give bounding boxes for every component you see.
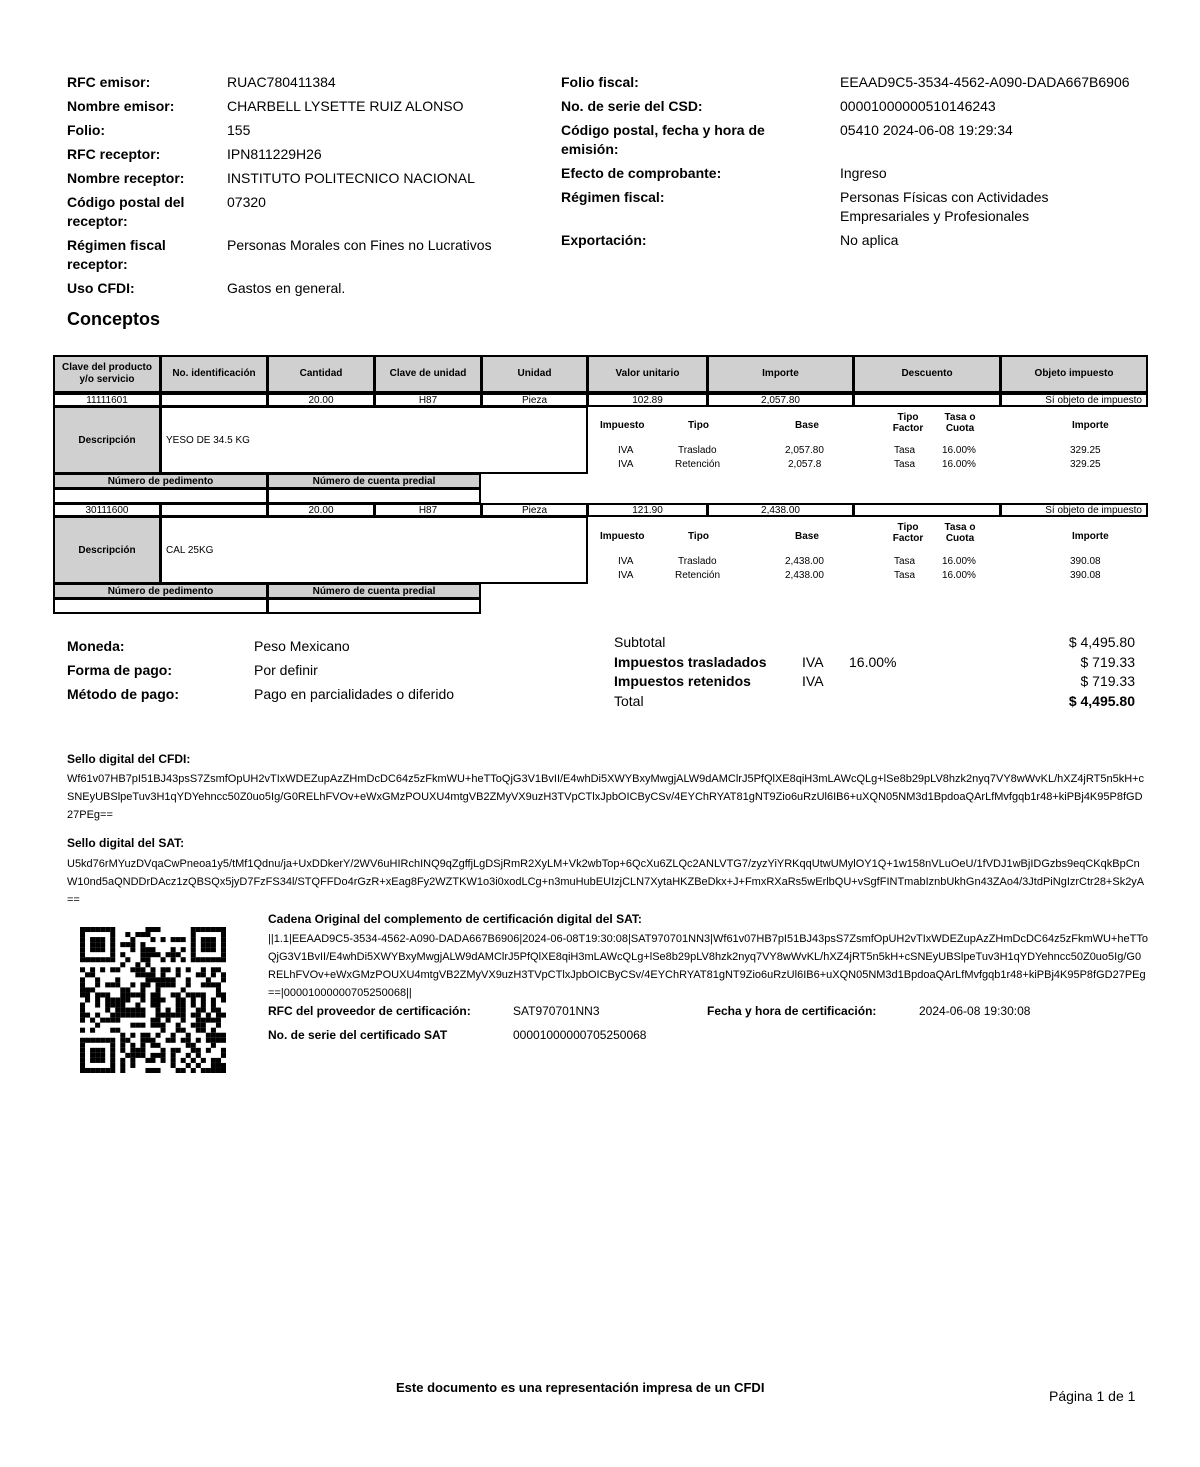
footer-note: Este documento es una representación impresa de un CFDI — [396, 1380, 765, 1395]
tax-tipo: Retención — [675, 570, 721, 581]
sello-cfdi-value: Wf61v07HB7pI51BJ43psS7ZsmfOpUH2vTIxWDEZupAzZHmDcDC64z5zFkmWU+heTToQjG3V1BvII/E4whDi5XWYBxyMwgjALW9dAMClrJ5PfQlXE8qiH3mLAWcQLg+lSe8b29pLV8hzk2nyq7VY8wWvKL/hXZ4jRT5n5kH+cSNEyUBSlpeTuv3H1qYDYehncc50Z0uo5Ig/G0RELhFVOv+eWxGMzPOUXU4mtgVB2ZMyVX9uzH3TVpCTlxJpbOICByCSv/4EYChRYAT81gNT9Zio6uRzUl6IB6+uXQN05NM3d1BpdoaQArLfMvfgqb1r48+kiPBj4K95P8fGD27PEg== — [67, 773, 1145, 821]
tax-h-tasa: Tasa o Cuota — [944, 412, 976, 434]
item-clave-unidad: H87 — [374, 393, 482, 407]
page-number: Página 1 de 1 — [1049, 1388, 1136, 1404]
trasladados-label: Impuestos trasladados — [614, 654, 767, 670]
tax-base: 2,057.8 — [788, 459, 822, 470]
th-importe: Importe — [707, 355, 854, 393]
tax-h-tipo: Tipo — [688, 420, 709, 431]
rfc-proveedor-label: RFC del proveedor de certificación: — [268, 1004, 471, 1018]
item-importe: 2,057.80 — [707, 393, 854, 407]
emision-value: 05410 2024-06-08 19:29:34 — [840, 122, 1013, 138]
serie-sat-label: No. de serie del certificado SAT — [268, 1028, 448, 1042]
folio-value: 155 — [227, 122, 251, 138]
subtotal-label: Subtotal — [614, 634, 666, 650]
cp-receptor-value: 07320 — [227, 194, 266, 210]
trasladados-value: $ 719.33 — [1080, 654, 1135, 670]
tax-h-base: Base — [795, 420, 819, 431]
forma-pago-label: Forma de pago: — [67, 662, 173, 678]
total-label: Total — [614, 693, 644, 709]
tax-factor: Tasa — [894, 445, 916, 456]
folio-label: Folio: — [67, 122, 106, 138]
sello-cfdi-title: Sello digital del CFDI: — [67, 752, 191, 766]
conceptos-title: Conceptos — [67, 309, 161, 329]
nombre-emisor-value: CHARBELL LYSETTE RUIZ ALONSO — [227, 98, 464, 114]
forma-pago-value: Por definir — [254, 662, 318, 678]
nombre-receptor-label: Nombre receptor: — [67, 170, 185, 186]
total-value: $ 4,495.80 — [1068, 693, 1135, 709]
metodo-pago-value: Pago en parcialidades o diferido — [254, 686, 455, 702]
tax-h-tipo: Tipo — [688, 531, 709, 542]
regimen-receptor-value: Personas Morales con Fines no Lucrativos — [227, 237, 492, 253]
folio-fiscal-value: EEAAD9C5-3534-4562-A090-DADA667B6906 — [840, 74, 1130, 90]
item-cantidad: 20.00 — [267, 503, 375, 517]
nombre-receptor-value: INSTITUTO POLITECNICO NACIONAL — [227, 170, 475, 186]
cuenta-predial-label: Número de cuenta predial — [267, 583, 481, 599]
pedimento-label: Número de pedimento — [53, 583, 268, 599]
tax-tasa: 16.00% — [942, 445, 976, 456]
th-objeto-impuesto: Objeto impuesto — [1000, 355, 1148, 393]
th-unidad: Unidad — [481, 355, 588, 393]
rfc-emisor-value: RUAC780411384 — [227, 74, 336, 90]
th-clave: Clave del producto y/o servicio — [53, 355, 161, 393]
descripcion-label: Descripción — [53, 516, 161, 584]
efecto-label: Efecto de comprobante: — [561, 165, 722, 181]
fecha-certificacion-value: 2024-06-08 19:30:08 — [919, 1004, 1031, 1018]
pedimento-value — [53, 488, 268, 504]
exportacion-value: No aplica — [840, 232, 899, 248]
item-importe: 2,438.00 — [707, 503, 854, 517]
descripcion-value: CAL 25KG — [160, 516, 588, 584]
cuenta-predial-value — [267, 488, 481, 504]
tax-h-impuesto: Impuesto — [600, 531, 645, 542]
tax-h-factor: Tipo Factor — [892, 412, 924, 434]
tax-h-impuesto: Impuesto — [600, 420, 645, 431]
item-descuento — [853, 503, 1001, 517]
folio-fiscal-label: Folio fiscal: — [561, 74, 639, 90]
item-objeto: Sí objeto de impuesto — [1000, 503, 1148, 517]
subtotal-value: $ 4,495.80 — [1068, 634, 1135, 650]
item-cantidad: 20.00 — [267, 393, 375, 407]
uso-cfdi-value: Gastos en general. — [227, 280, 346, 296]
sello-sat-value: U5kd76rMYuzDVqaCwPneoa1y5/tMf1Qdnu/ja+UxDDkerY/2WV6uHIRchINQ9qZgffjLgDSjRmR2XyLM+Vk2wbTop+6QcXu6ZLQc2ANLVTG7/zyzYiYRKqqUtwUMylOY1Q+1w158nVLuOeU/1fVDJ1wBjIDGzbs9eqCKqkBpCnW10nd5aQNDDrDAcz1zQBSQx5jyD7FzFS34l/STQFFDo4rGzR+xEag8Fy2WZTKW1o3i0xodLCg+n3muHubEUIzjCLN7XytaHKZBeDkx+J+FmxRXaRs5wErlbQU+vSgfFINTmabIznbUkhGn43ZAo4/3JtdPiNgIzrCtr28+Sk2yA== — [67, 858, 1145, 906]
item-descuento — [853, 393, 1001, 407]
tax-h-importe: Importe — [1072, 531, 1109, 542]
serie-csd-value: 00001000000510146243 — [840, 98, 996, 114]
item-clave: 11111601 — [53, 393, 161, 407]
cuenta-predial-value — [267, 598, 481, 614]
cp-receptor-label: Código postal del receptor: — [67, 194, 185, 229]
trasladados-rate: 16.00% — [849, 654, 897, 670]
item-no-id — [160, 393, 268, 407]
regimen-fiscal-label: Régimen fiscal: — [561, 189, 665, 205]
tax-tipo: Traslado — [678, 556, 717, 567]
th-valor-unitario: Valor unitario — [587, 355, 708, 393]
tax-impuesto: IVA — [618, 570, 634, 581]
tax-tipo: Retención — [675, 459, 721, 470]
tax-impuesto: IVA — [618, 459, 634, 470]
trasladados-tax: IVA — [802, 654, 824, 670]
nombre-emisor-label: Nombre emisor: — [67, 98, 175, 114]
rfc-emisor-label: RFC emisor: — [67, 74, 151, 90]
serie-csd-label: No. de serie del CSD: — [561, 98, 703, 114]
emision-label: Código postal, fecha y hora de emisión: — [561, 122, 765, 157]
rfc-receptor-value: IPN811229H26 — [227, 146, 322, 162]
item-no-id — [160, 503, 268, 517]
tax-base: 2,057.80 — [785, 445, 824, 456]
rfc-proveedor-value: SAT970701NN3 — [513, 1004, 600, 1018]
serie-sat-value: 00001000000705250068 — [513, 1028, 647, 1042]
tax-tasa: 16.00% — [942, 459, 976, 470]
th-clave-unidad: Clave de unidad — [374, 355, 482, 393]
tax-h-tasa: Tasa o Cuota — [944, 522, 976, 544]
item-valor-unitario: 102.89 — [587, 393, 708, 407]
tax-h-base: Base — [795, 531, 819, 542]
rfc-receptor-label: RFC receptor: — [67, 146, 161, 162]
tax-importe: 329.25 — [1070, 445, 1101, 456]
tax-factor: Tasa — [894, 459, 916, 470]
tax-impuesto: IVA — [618, 445, 634, 456]
tax-importe: 329.25 — [1070, 459, 1101, 470]
tax-h-factor: Tipo Factor — [892, 522, 924, 544]
regimen-fiscal-value: Personas Físicas con Actividades Empresariales y Profesionales — [840, 189, 1049, 224]
metodo-pago-label: Método de pago: — [67, 686, 179, 702]
item-clave: 30111600 — [53, 503, 161, 517]
pedimento-value — [53, 598, 268, 614]
descripcion-label: Descripción — [53, 406, 161, 474]
th-cantidad: Cantidad — [267, 355, 375, 393]
tax-base: 2,438.00 — [785, 556, 824, 567]
cadena-title: Cadena Original del complemento de certificación digital del SAT: — [268, 912, 642, 926]
cuenta-predial-label: Número de cuenta predial — [267, 473, 481, 489]
exportacion-label: Exportación: — [561, 232, 647, 248]
descripcion-value: YESO DE 34.5 KG — [160, 406, 588, 474]
tax-h-importe: Importe — [1072, 420, 1109, 431]
moneda-label: Moneda: — [67, 638, 125, 654]
tax-importe: 390.08 — [1070, 556, 1101, 567]
tax-tasa: 16.00% — [942, 570, 976, 581]
tax-base: 2,438.00 — [785, 570, 824, 581]
qr-code — [80, 927, 226, 1073]
retenidos-tax: IVA — [802, 673, 824, 689]
item-clave-unidad: H87 — [374, 503, 482, 517]
tax-factor: Tasa — [894, 570, 916, 581]
fecha-certificacion-label: Fecha y hora de certificación: — [707, 1004, 877, 1018]
sello-sat-title: Sello digital del SAT: — [67, 836, 185, 850]
th-descuento: Descuento — [853, 355, 1001, 393]
pedimento-label: Número de pedimento — [53, 473, 268, 489]
item-unidad: Pieza — [481, 503, 588, 517]
tax-importe: 390.08 — [1070, 570, 1101, 581]
uso-cfdi-label: Uso CFDI: — [67, 280, 135, 296]
retenidos-label: Impuestos retenidos — [614, 673, 751, 689]
item-unidad: Pieza — [481, 393, 588, 407]
efecto-value: Ingreso — [840, 165, 887, 181]
regimen-receptor-label: Régimen fiscal receptor: — [67, 237, 166, 272]
retenidos-value: $ 719.33 — [1080, 673, 1135, 689]
tax-impuesto: IVA — [618, 556, 634, 567]
tax-factor: Tasa — [894, 556, 916, 567]
item-valor-unitario: 121.90 — [587, 503, 708, 517]
tax-tasa: 16.00% — [942, 556, 976, 567]
tax-tipo: Traslado — [678, 445, 717, 456]
cadena-value: ||1.1|EEAAD9C5-3534-4562-A090-DADA667B6906|2024-06-08T19:30:08|SAT970701NN3|Wf61v07HB7pI51BJ43psS7ZsmfOpUH2vTIxWDEZupAzZHmDcDC64z5zFkmWU+heTToQjG3V1BvII/E4whDi5XWYBxyMwgjALW9dAMClrJ5PfQlXE8qiH3mLAWcQLg+lSe8b29pLV8hzk2nyq7VY8wWvKL/hXZ4jRT5n5kH+cSNEyUBSlpeTuv3H1qYDYehncc50Z0uo5Ig/G0RELhFVOv+eWxGMzPOUXU4mtgVB2ZMyVX9uzH3TVpCTlxJpbOICByCSv/4EYChRYAT81gNT9Zio6uRzUl6IB6+uXQN05NM3d1BpdoaQArLfMvfgqb1r48+kiPBj4K95P8fGD27PEg==|00001000000705250068|| — [268, 933, 1148, 999]
th-no-id: No. identificación — [160, 355, 268, 393]
item-objeto: Sí objeto de impuesto — [1000, 393, 1148, 407]
moneda-value: Peso Mexicano — [254, 638, 350, 654]
